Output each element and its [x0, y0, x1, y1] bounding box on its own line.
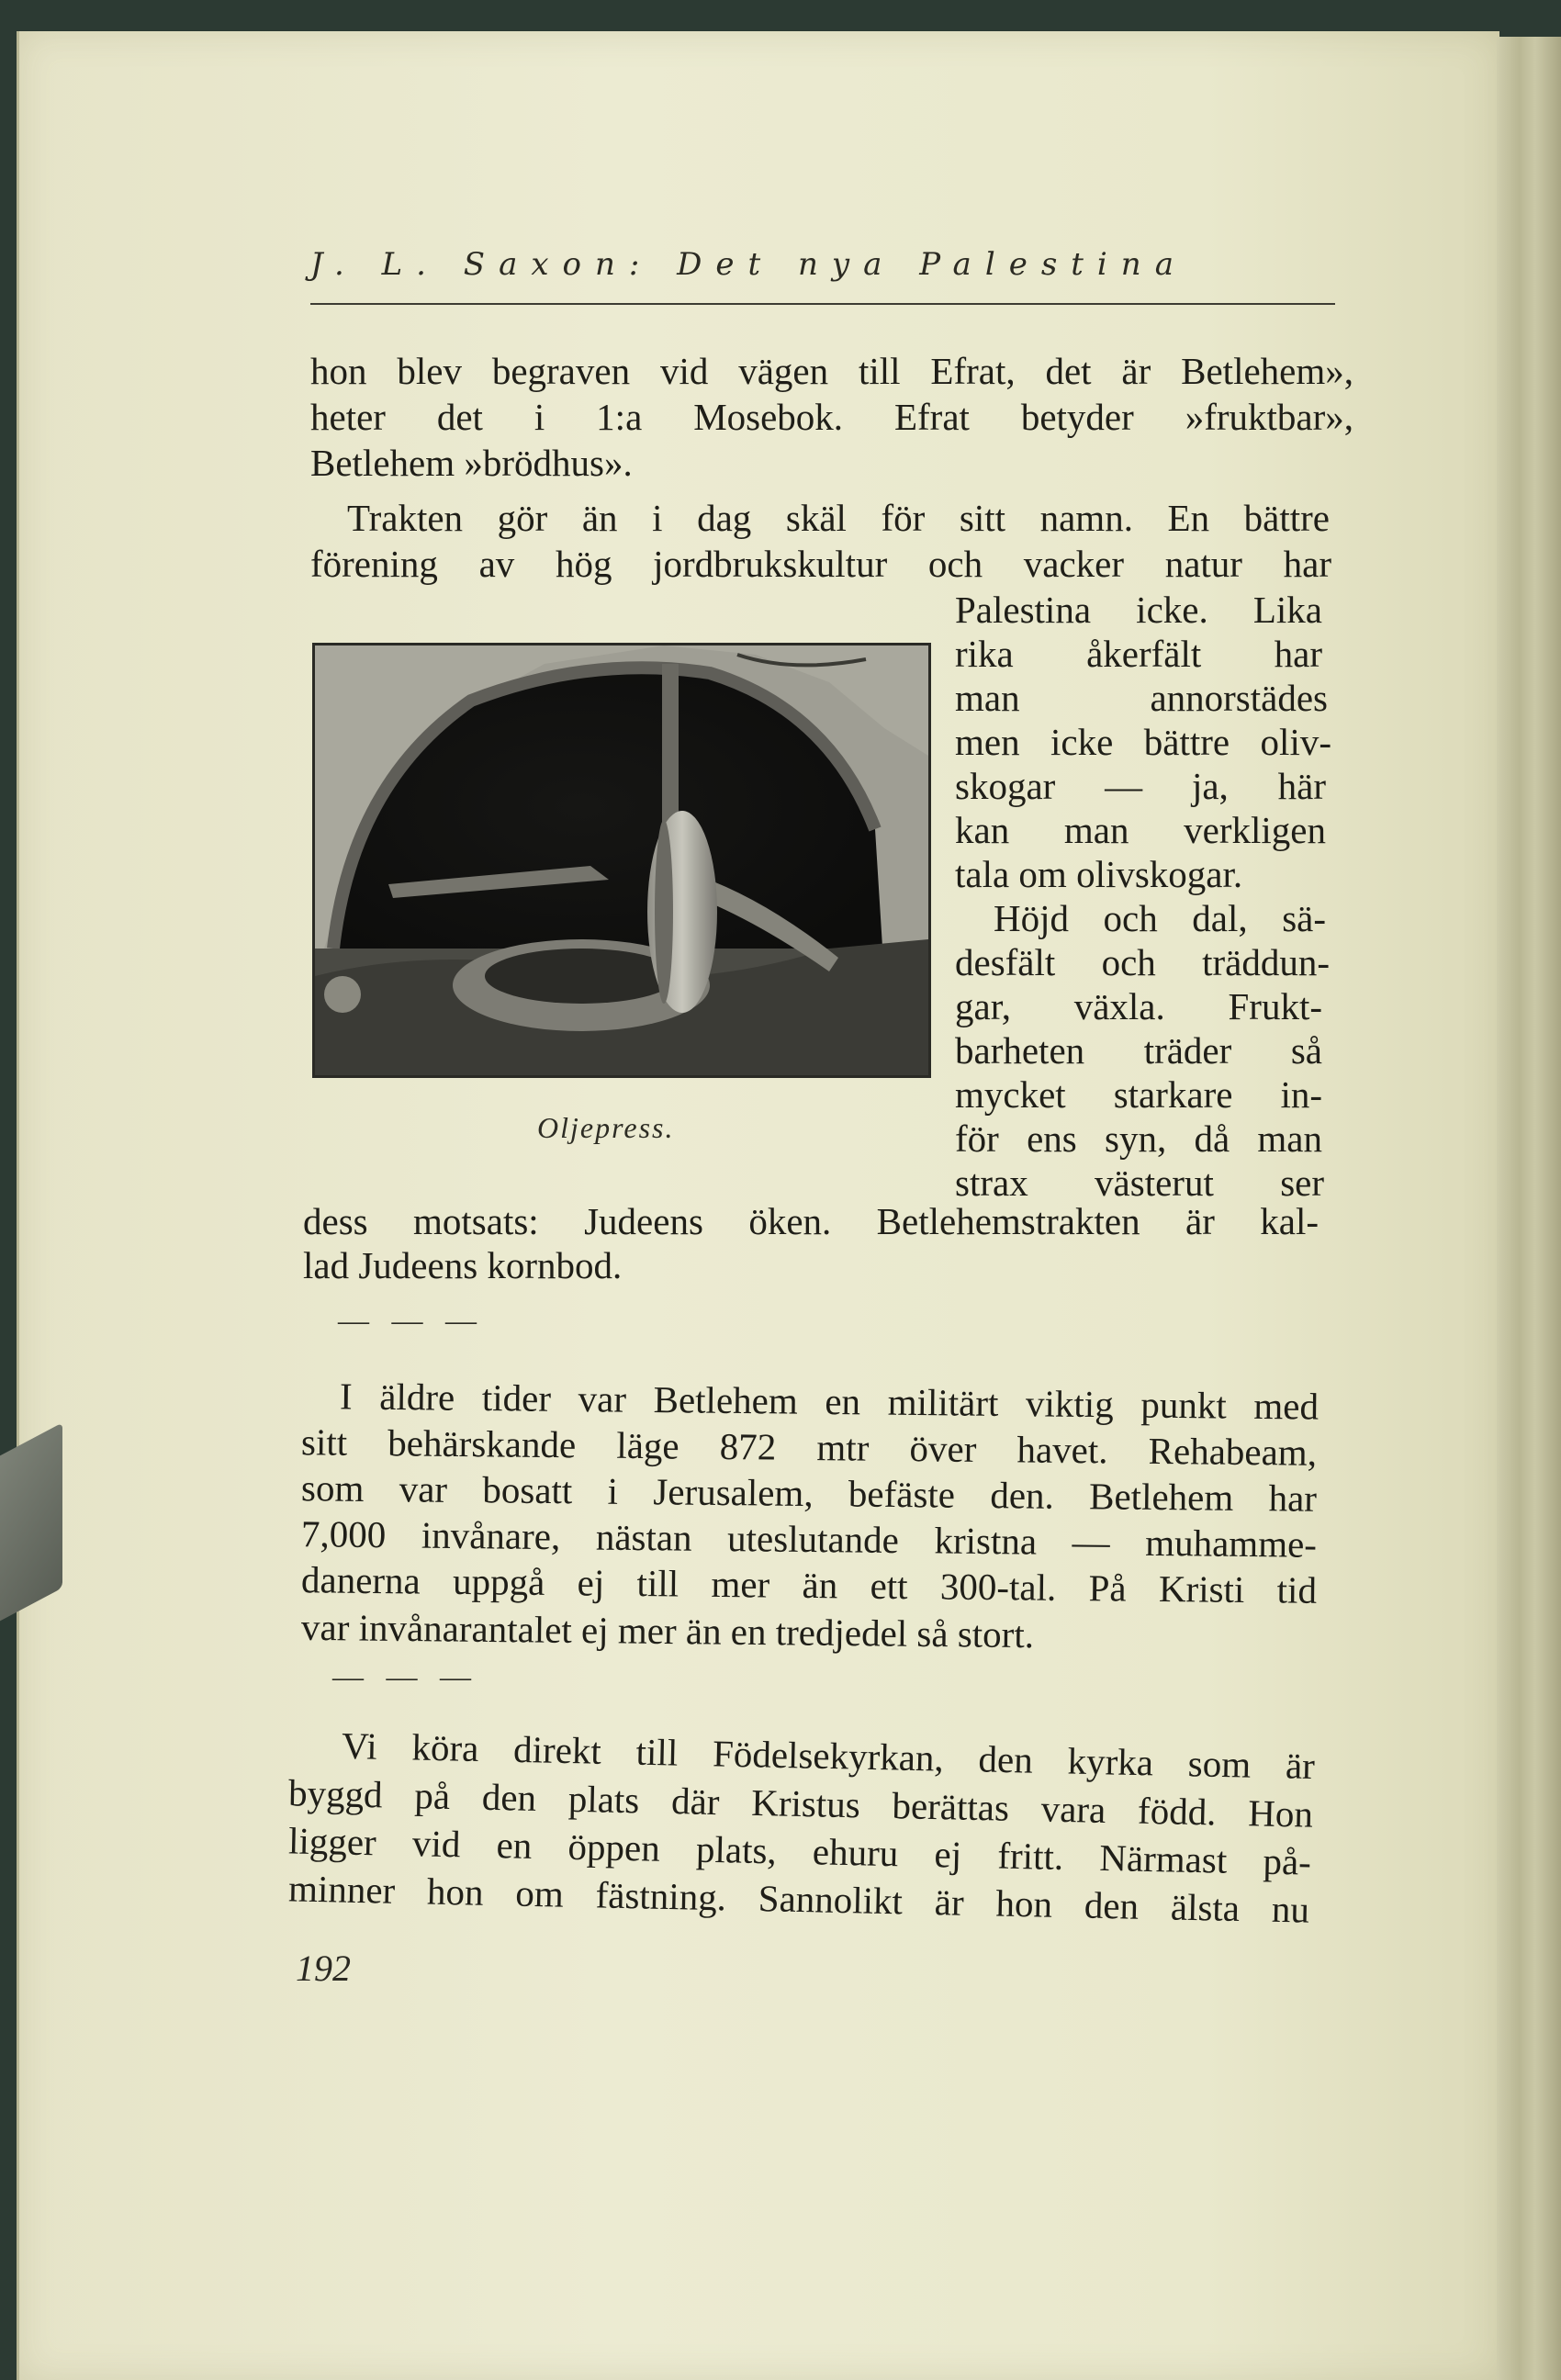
text-line: man annorstädes [955, 677, 1328, 719]
book-spine [1497, 37, 1561, 2380]
text-line: 7,000 invånare, nästan uteslutande kristna — muhamme- [300, 1512, 1318, 1566]
text-line: Höjd och dal, sä- [994, 897, 1326, 939]
text-line: Trakten gör än i dag skäl för sitt namn. En bättre [347, 497, 1330, 539]
text-line: rika åkerfält har [955, 633, 1322, 675]
text-line: I äldre tider var Betlehem en militärt viktig punkt med [339, 1375, 1320, 1428]
text-line: för ens syn, då man [955, 1117, 1322, 1160]
text-line: strax västerut ser [955, 1162, 1324, 1204]
header-rule [310, 303, 1335, 305]
section-separator: — — — [332, 1660, 478, 1694]
page-number: 192 [296, 1948, 351, 1989]
text-line: tala om olivskogar. [955, 853, 1243, 895]
text-line: Vi köra direkt till Födelsekyrkan, den kyrka som är [341, 1723, 1316, 1788]
text-line: var invånarantalet ej mer än en tredjedel så stort. [300, 1605, 1035, 1656]
text-line: danerna uppgå ej till mer än ett 300-tal. På Kristi tid [300, 1558, 1318, 1611]
text-line: ligger vid en öppen plats, ehuru ej fritt. Närmast på- [287, 1819, 1312, 1883]
text-line: men icke bättre oliv- [955, 721, 1331, 763]
text-line: Palestina icke. Lika [955, 589, 1322, 631]
text-line: dess motsats: Judeens öken. Betlehemstrakten är kal- [303, 1200, 1319, 1242]
text-line: mycket starkare in- [955, 1073, 1322, 1116]
text-line: byggd på den plats där Kristus berättas vara född. Hon [287, 1771, 1314, 1836]
text-line: heter det i 1:a Mosebok. Efrat betyder »fruktbar», [310, 396, 1353, 438]
text-line: minner hon om fästning. Sannolikt är hon den älsta nu [287, 1867, 1310, 1931]
text-line: desfält och träddun- [955, 941, 1330, 983]
text-line: barheten träder så [955, 1029, 1322, 1072]
text-line: som var bosatt i Jerusalem, befäste den. Betlehem har [300, 1466, 1318, 1520]
running-head: J. L. Saxon: Det nya Palestina [310, 246, 1187, 283]
text-line: sitt behärskande läge 872 mtr över havet. Rehabeam, [300, 1420, 1318, 1474]
text-line: hon blev begraven vid vägen till Efrat, det är Betlehem», [310, 350, 1353, 392]
text-line: Betlehem »brödhus». [310, 442, 633, 484]
figure-caption: Oljepress. [537, 1111, 675, 1144]
text-line: lad Judeens kornbod. [303, 1244, 623, 1286]
text-line: kan man verkligen [955, 809, 1326, 851]
olive-press-photo [312, 643, 931, 1078]
text-line: förening av hög jordbrukskultur och vacker natur har [310, 543, 1331, 585]
section-separator: — — — [338, 1304, 484, 1338]
text-line: gar, växla. Frukt- [955, 985, 1322, 1027]
text-line: skogar — ja, här [955, 765, 1326, 807]
